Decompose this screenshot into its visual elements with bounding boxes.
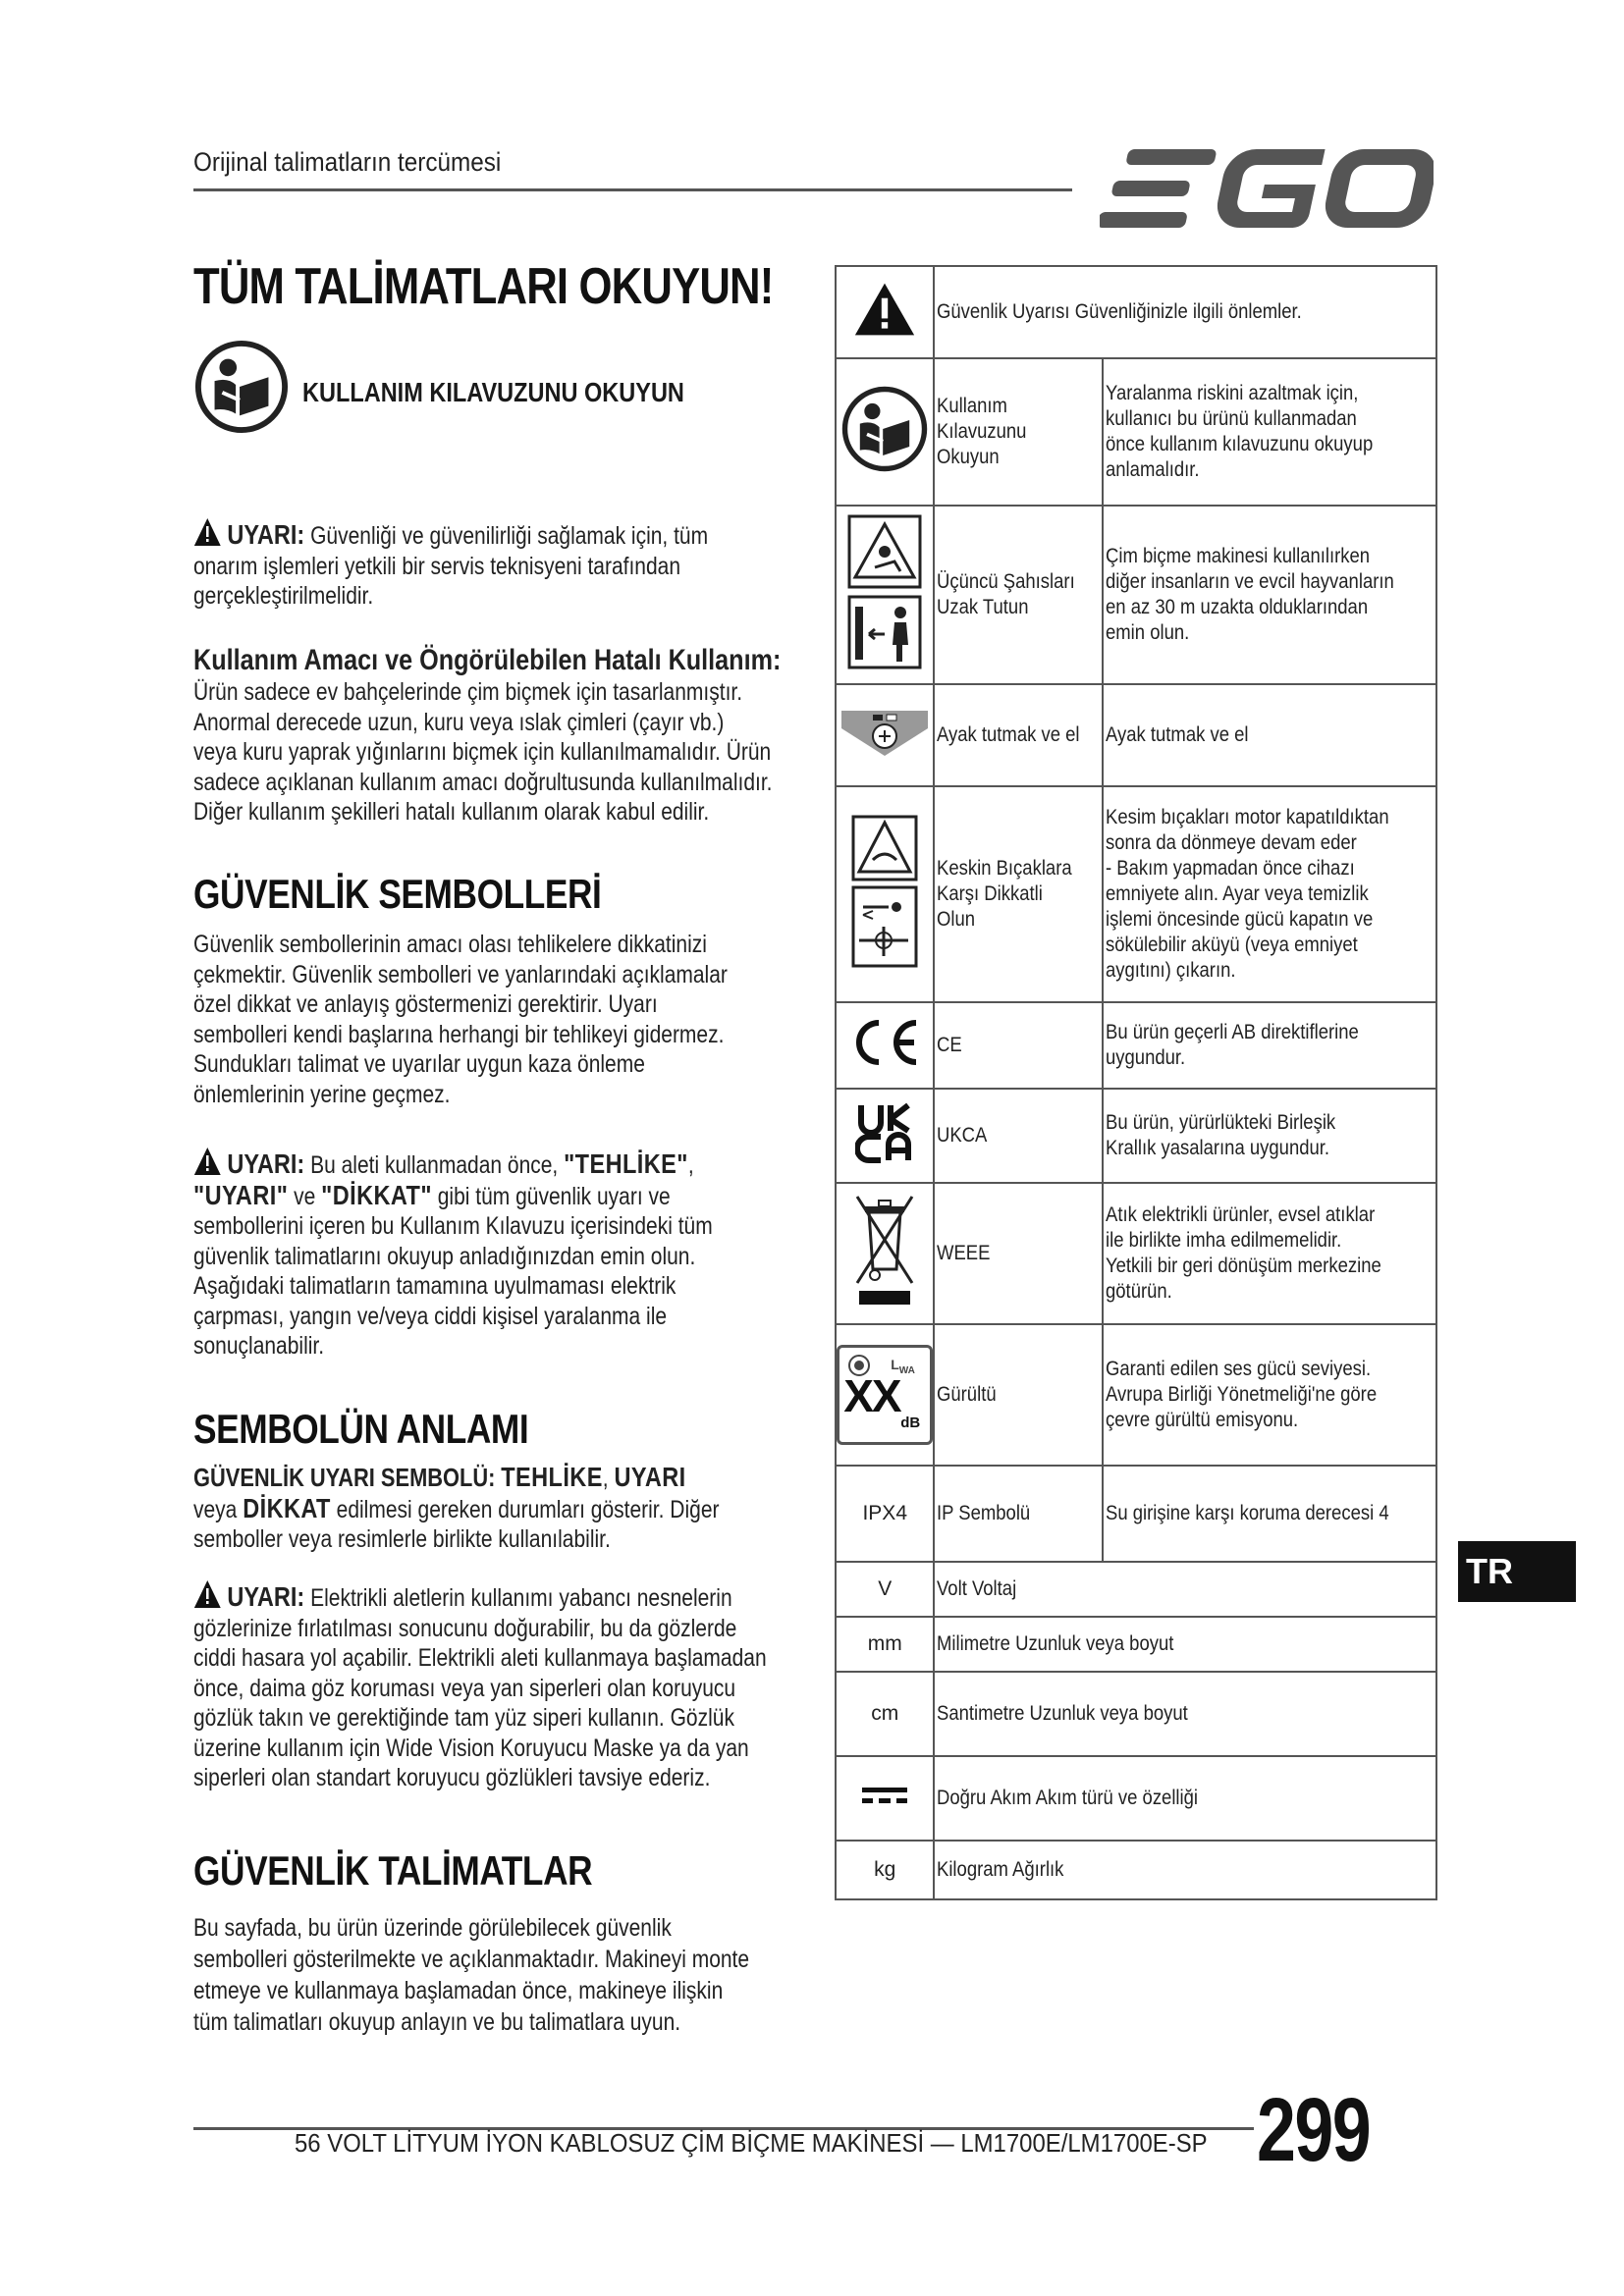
warning-text: gibi tüm güvenlik uyarı ve	[437, 1182, 671, 1210]
symbol-name: Gürültü	[934, 1324, 1103, 1466]
paragraph-text: veya	[193, 1495, 238, 1523]
warning-text: gözlerinize fırlatılması sonucunu doğurabilir, bu da gözlerde	[193, 1614, 737, 1642]
table-row	[836, 1324, 1436, 1466]
paragraph-line: özel dikkat ve anlayış göstermenizi gerektirir. Uyarı	[193, 990, 658, 1018]
unit-symbol: mm	[867, 1632, 902, 1655]
warning-label: UYARI:	[227, 1581, 305, 1612]
intended-use-line: Anormal derecede uzun, kuru veya ıslak çimleri (çayır vb.)	[193, 708, 725, 736]
ce-mark-icon	[847, 1017, 922, 1068]
table-row	[836, 358, 1436, 506]
warning-term: UYARI	[614, 1462, 686, 1492]
paragraph-line: Bu sayfada, bu ürün üzerinde görülebilecek güvenlik	[193, 1914, 672, 1942]
direct-current-icon	[860, 1784, 909, 1807]
warning-triangle-icon	[193, 517, 222, 547]
noise-level-icon: $L_{WA}$ XX dB	[837, 1345, 933, 1445]
table-row	[836, 266, 1436, 358]
table-row	[836, 506, 1436, 684]
table-icon-cell	[836, 684, 934, 786]
unit-symbol: V	[878, 1577, 893, 1600]
warning-triangle-icon	[193, 1147, 222, 1176]
warning-text: sembollerini içeren bu Kullanım Kılavuzu içerisindeki tüm	[193, 1212, 713, 1240]
warning-block-1	[193, 517, 807, 612]
symbol-description: Su girişine karşı koruma derecesi 4	[1103, 1466, 1436, 1562]
symbol-description: Ayak tutmak ve el	[1103, 684, 1436, 786]
symbol-description: Kesim bıçakları motor kapatıldıktan sonra da dönmeye devam eder - Bakım yapmadan önce cihazı emniyete alın. Ayar veya temizlik işlemi öncesinde gücü kapatın ve sökülebilir aküyü (veya emniyet aygıtını) çıkarın.	[1103, 786, 1436, 1002]
table-text-cell	[934, 1841, 1436, 1899]
paragraph-line: tüm talimatları okuyup anlayın ve bu talimatlara uyun.	[193, 2008, 681, 2036]
symbol-name: Ayak tutmak ve el	[934, 684, 1103, 786]
symbol-description: Garanti edilen ses gücü seviyesi. Avrupa Birliği Yönetmeliği'ne göre çevre gürültü emisyonu.	[1103, 1324, 1436, 1466]
symbol-meaning-heading: SEMBOLÜN ANLAMI	[193, 1406, 529, 1452]
symbol-name: WEEE	[934, 1183, 1103, 1324]
symbol-description: Uzunluk veya boyut	[1029, 1702, 1189, 1725]
safety-instructions-text	[193, 1912, 807, 2038]
warning-text: Aşağıdaki talimatların tamamına uyulmaması elektrik	[193, 1272, 677, 1300]
symbol-name: Keskin Bıçaklara Karşı Dikkatli Olun	[934, 786, 1103, 1002]
paragraph-text: semboller veya resimlerle birlikte kullanılabilir.	[193, 1525, 611, 1553]
warning-text: gözlük takın ve gerektiğinde tam yüz siperi kullanın. Gözlük	[193, 1704, 734, 1732]
warning-text: ve	[294, 1182, 316, 1210]
symbol-name: IP Sembolü	[934, 1466, 1103, 1562]
table-row	[836, 1841, 1436, 1899]
intended-use-heading: Kullanım Amacı ve Öngörülebilen Hatalı Kullanım:	[193, 644, 782, 676]
table-row	[836, 1089, 1436, 1183]
symbol-description: Voltaj	[972, 1577, 1017, 1600]
table-text-cell	[934, 1562, 1436, 1617]
noise-level-unit: dB	[900, 1415, 921, 1431]
warning-text: gerçekleştirilmelidir.	[193, 582, 374, 610]
ukca-mark-icon	[855, 1101, 914, 1164]
paragraph-line: sembolleri kendi başlarına herhangi bir tehlikeyi gidermez.	[193, 1020, 725, 1048]
paragraph-line: çekmektir. Güvenlik sembolleri ve yanlarındaki açıklamalar	[193, 960, 728, 988]
paragraph-line: sembolleri gösterilmekte ve açıklanmaktadır. Makineyi monte	[193, 1946, 750, 1973]
symbol-name: Kilogram	[937, 1858, 1009, 1881]
table-icon-cell	[836, 1089, 934, 1183]
table-icon-cell	[836, 266, 934, 358]
warning-term: "UYARI"	[193, 1179, 289, 1210]
warning-text: onarım işlemleri yetkili bir servis teknisyeni tarafından	[193, 552, 681, 580]
main-heading: TÜM TALİMATLARI OKUYUN!	[193, 258, 774, 315]
language-tab-label: TR	[1466, 1551, 1513, 1591]
warning-label: UYARI:	[227, 519, 305, 550]
warning-text: Güvenliği ve güvenilirliği sağlamak için, tüm	[310, 522, 709, 550]
warning-block-2: UYARI: Bu aleti kullanmadan önce, "TEHLİKE", "UYARI" ve "DİKKAT" gibi tüm güvenlik uyarı ve sembollerini içeren bu Kullanım Kılavuzu içerisindeki tüm güvenlik talimatlarını okuyup anladığınızdan emin olun. Aşağıdaki talimatların tamamına uyulmaması elektrik çarpması, yangın ve/veya ciddi kişisel yaralanma ile sonuçlanabilir.	[193, 1148, 713, 1360]
table-row	[836, 1466, 1436, 1562]
table-text-cell	[934, 1617, 1436, 1672]
paragraph-line: Güvenlik sembollerinin amacı olası tehlikelere dikkatinizi	[193, 931, 707, 958]
symbol-name: Güvenlik Uyarısı	[937, 300, 1071, 323]
symbol-description: Ağırlık	[1012, 1858, 1064, 1881]
symbol-description: Güvenliğinizle ilgili önlemler.	[1075, 300, 1303, 323]
manual-label: KULLANIM KILAVUZUNU OKUYUN	[302, 377, 684, 407]
foot-hand-cut-icon	[838, 707, 932, 758]
warning-triangle-icon	[193, 1579, 222, 1609]
intended-use-line: Ürün sadece ev bahçelerinde çim biçmek için tasarlanmıştır.	[193, 678, 743, 706]
table-row	[836, 1672, 1436, 1756]
document-header-title: Orijinal talimatların tercümesi	[193, 147, 502, 177]
table-icon-cell	[836, 1183, 934, 1324]
table-row	[836, 684, 1436, 786]
table-text-cell	[934, 1672, 1436, 1756]
symbol-name: Milimetre	[937, 1632, 1011, 1655]
safety-instructions-heading: GÜVENLİK TALİMATLAR	[193, 1847, 593, 1894]
language-tab	[1458, 1541, 1576, 1602]
warning-text: Elektrikli aletlerin kullanımı yabancı nesnelerin	[310, 1584, 732, 1612]
warning-block-3	[193, 1579, 807, 1793]
warning-text: güvenlik talimatlarını okuyup anladığınızdan emin olun.	[193, 1242, 696, 1270]
sharp-blades-icon	[849, 813, 920, 970]
safety-symbols-table	[835, 265, 1437, 1900]
intended-use-line: sadece açıklanan kullanım amacı doğrultusunda kullanılmalıdır.	[193, 768, 773, 796]
symbol-description: Bu ürün, yürürlükteki Birleşik Krallık yasalarına uygundur.	[1103, 1089, 1436, 1183]
keep-bystanders-away-icon	[845, 512, 924, 671]
warning-text: ciddi hasara yol açabilir. Elektrikli aleti kullanmaya başlamadan	[193, 1644, 767, 1672]
intended-use-line: Diğer kullanım şekilleri hatalı kullanım olarak kabul edilir.	[193, 798, 710, 826]
table-icon-cell	[836, 1002, 934, 1089]
read-manual-icon	[193, 339, 290, 435]
ego-logo	[1100, 147, 1434, 232]
paragraph-text: edilmesi gereken durumları gösterir. Diğer	[336, 1495, 720, 1523]
caution-term: DİKKAT	[243, 1492, 331, 1523]
symbol-description: Yaralanma riskini azaltmak için, kullanıcı bu ürünü kullanmadan önce kullanım kılavuzunu okuyup anlamalıdır.	[1103, 358, 1436, 506]
table-row	[836, 1617, 1436, 1672]
table-icon-cell	[836, 1617, 934, 1672]
symbol-description: Uzunluk veya boyut	[1015, 1632, 1174, 1655]
warning-text: sonuçlanabilir.	[193, 1332, 325, 1360]
warning-text: üzerine kullanım için Wide Vision Koruyucu Maske ya da yan	[193, 1734, 749, 1762]
table-row	[836, 1756, 1436, 1841]
symbol-name: Doğru Akım	[937, 1787, 1033, 1809]
noise-level-value: XX	[843, 1370, 900, 1421]
table-row	[836, 1562, 1436, 1617]
danger-term: "TEHLİKE"	[564, 1148, 688, 1179]
symbol-description: Çim biçme makinesi kullanılırken diğer insanların ve evcil hayvanların en az 30 m uzakta olduklarından emin olun.	[1103, 506, 1436, 684]
table-icon-cell	[836, 1466, 934, 1562]
symbol-description: Atık elektrikli ürünler, evsel atıklar ile birlikte imha edilmemelidir. Yetkili bir geri dönüşüm merkezine götürün.	[1103, 1183, 1436, 1324]
symbol-name: Üçüncü Şahısları Uzak Tutun	[934, 506, 1103, 684]
symbol-name: Volt	[937, 1577, 968, 1600]
warning-triangle-icon	[853, 280, 916, 339]
table-row	[836, 1002, 1436, 1089]
symbol-name: Kullanım Kılavuzunu Okuyun	[934, 358, 1103, 506]
table-icon-cell	[836, 506, 934, 684]
read-manual-icon	[840, 385, 929, 473]
warning-text: çarpması, yangın ve/veya ciddi kişisel yaralanma ile	[193, 1302, 668, 1330]
symbol-description: Akım türü ve özelliği	[1036, 1787, 1199, 1809]
warning-label: UYARI:	[227, 1148, 305, 1179]
warning-text: siperleri olan standart koruyucu gözlükleri tavsiye ederiz.	[193, 1764, 711, 1791]
danger-term: TEHLİKE	[501, 1462, 603, 1492]
paragraph-line: önlemlerinin yerine geçmez.	[193, 1080, 451, 1108]
symbol-name: UKCA	[934, 1089, 1103, 1183]
footer-title: 56 VOLT LİTYUM İYON KABLOSUZ ÇİM BİÇME MAKİNESİ — LM1700E/LM1700E-SP	[295, 2128, 1208, 2158]
table-icon-cell	[836, 786, 934, 1002]
symbol-name: Santimetre	[937, 1702, 1025, 1725]
warning-text: Bu aleti kullanmadan önce,	[310, 1151, 559, 1179]
caution-term: "DİKKAT"	[321, 1179, 432, 1210]
header-rule	[193, 188, 1072, 191]
unit-symbol: cm	[871, 1702, 899, 1725]
table-row	[836, 1183, 1436, 1324]
page-number: 299	[1257, 2080, 1371, 2180]
warning-text: önce, daima göz koruması veya yan siperleri olan koruyucu	[193, 1674, 736, 1702]
table-text-cell	[934, 1756, 1436, 1841]
table-icon-cell	[836, 1841, 934, 1899]
symbol-meaning-text: GÜVENLİK UYARI SEMBOLÜ: TEHLİKE, UYARI veya DİKKAT edilmesi gereken durumları gösterir. Diğer semboller veya resimlerle birlikte kullanılabilir.	[193, 1462, 720, 1553]
table-icon-cell	[836, 1324, 934, 1466]
table-text-cell	[934, 266, 1436, 358]
safety-symbols-heading: GÜVENLİK SEMBOLLERİ	[193, 871, 602, 917]
ip-rating-label: IPX4	[862, 1502, 907, 1524]
symbol-description: Bu ürün geçerli AB direktiflerine uygundur.	[1103, 1002, 1436, 1089]
table-icon-cell	[836, 1562, 934, 1617]
table-row	[836, 786, 1436, 1002]
paragraph-line: etmeye ve kullanmaya başlamadan önce, makineye ilişkin	[193, 1977, 724, 2004]
table-icon-cell	[836, 1672, 934, 1756]
table-icon-cell	[836, 1756, 934, 1841]
safety-symbols-text	[193, 930, 807, 1109]
table-icon-cell	[836, 358, 934, 506]
symbol-name: CE	[934, 1002, 1103, 1089]
weee-bin-icon	[853, 1193, 916, 1308]
unit-symbol: kg	[874, 1858, 896, 1881]
alert-symbol-label: GÜVENLİK UYARI SEMBOLÜ:	[193, 1463, 496, 1492]
paragraph-line: Sundukları talimat ve uyarılar uygun kaza önleme	[193, 1050, 645, 1078]
intended-use-line: veya kuru yaprak yığınlarını biçmek için kullanılmamalıdır. Ürün	[193, 738, 772, 766]
intended-use-section	[193, 644, 807, 828]
